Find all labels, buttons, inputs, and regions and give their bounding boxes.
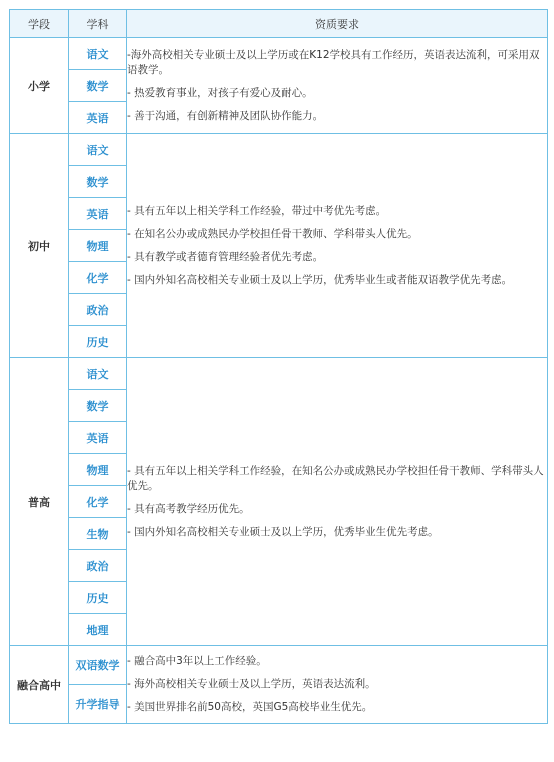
subject-cell: 英语: [69, 422, 127, 454]
header-stage: 学段: [10, 10, 69, 38]
stage-cell: 普高: [10, 358, 69, 646]
subject-cell: 地理: [69, 614, 127, 646]
stage-cell: 初中: [10, 134, 69, 358]
requirement-item: - 国内外知名高校相关专业硕士及以上学历，优秀毕业生或者能双语教学优先考虑。: [127, 273, 513, 286]
requirement-item: - 美国世界排名前50高校，英国G5高校毕业生优先。: [127, 701, 373, 713]
requirement-item: - 具有高考教学经历优先。: [127, 502, 250, 515]
table-body: [10, 38, 548, 724]
table-row: [10, 134, 548, 166]
table-row: [10, 646, 548, 685]
stage-cell: 小学: [10, 38, 69, 134]
requirement-item: - 融合高中3年以上工作经验。: [127, 655, 267, 667]
subject-cell: 物理: [69, 454, 127, 486]
header-requirements: 资质要求: [127, 10, 548, 38]
subject-cell: 语文: [69, 134, 127, 166]
requirement-item: - 国内外知名高校相关专业硕士及以上学历，优秀毕业生优先考虑。: [127, 525, 439, 538]
requirement-item: - 具有教学或者德育管理经验者优先考虑。: [127, 250, 324, 263]
requirements-cell: [127, 134, 548, 358]
qualification-table: [9, 9, 548, 724]
subject-cell: 双语数学: [69, 646, 127, 685]
subject-cell: 数学: [69, 70, 127, 102]
requirements-cell: [127, 38, 548, 134]
table-row: [10, 38, 548, 70]
requirements-cell: [127, 646, 548, 724]
requirement-item: - 具有五年以上相关学科工作经验，带过中考优先考虑。: [127, 204, 387, 217]
subject-cell: 英语: [69, 198, 127, 230]
requirement-item: - 具有五年以上相关学科工作经验，在知名公办或成熟民办学校担任骨干教师、学科带头人优先。: [127, 464, 544, 492]
subject-cell: 物理: [69, 230, 127, 262]
stage-cell: 融合高中: [10, 646, 69, 724]
subject-cell: 历史: [69, 326, 127, 358]
header-row: [10, 10, 548, 38]
requirement-item: - 海外高校相关专业硕士及以上学历，英语表达流利。: [127, 678, 376, 690]
requirements-cell: [127, 358, 548, 646]
subject-cell: 政治: [69, 294, 127, 326]
subject-cell: 化学: [69, 262, 127, 294]
requirement-item: - 热爱教育事业，对孩子有爱心及耐心。: [127, 86, 313, 99]
subject-cell: 语文: [69, 38, 127, 70]
requirement-item: -海外高校相关专业硕士及以上学历或在K12学校具有工作经历，英语表达流利，可采用双语教学。: [127, 48, 540, 76]
subject-cell: 升学指导: [69, 685, 127, 724]
subject-cell: 数学: [69, 166, 127, 198]
requirement-item: - 善于沟通，有创新精神及团队协作能力。: [127, 109, 324, 122]
subject-cell: 语文: [69, 358, 127, 390]
requirement-item: - 在知名公办或成熟民办学校担任骨干教师、学科带头人优先。: [127, 227, 418, 240]
subject-cell: 数学: [69, 390, 127, 422]
subject-cell: 英语: [69, 102, 127, 134]
subject-cell: 生物: [69, 518, 127, 550]
header-subject: 学科: [69, 10, 127, 38]
table-row: [10, 358, 548, 390]
subject-cell: 历史: [69, 582, 127, 614]
subject-cell: 化学: [69, 486, 127, 518]
table-header: [10, 10, 548, 38]
subject-cell: 政治: [69, 550, 127, 582]
